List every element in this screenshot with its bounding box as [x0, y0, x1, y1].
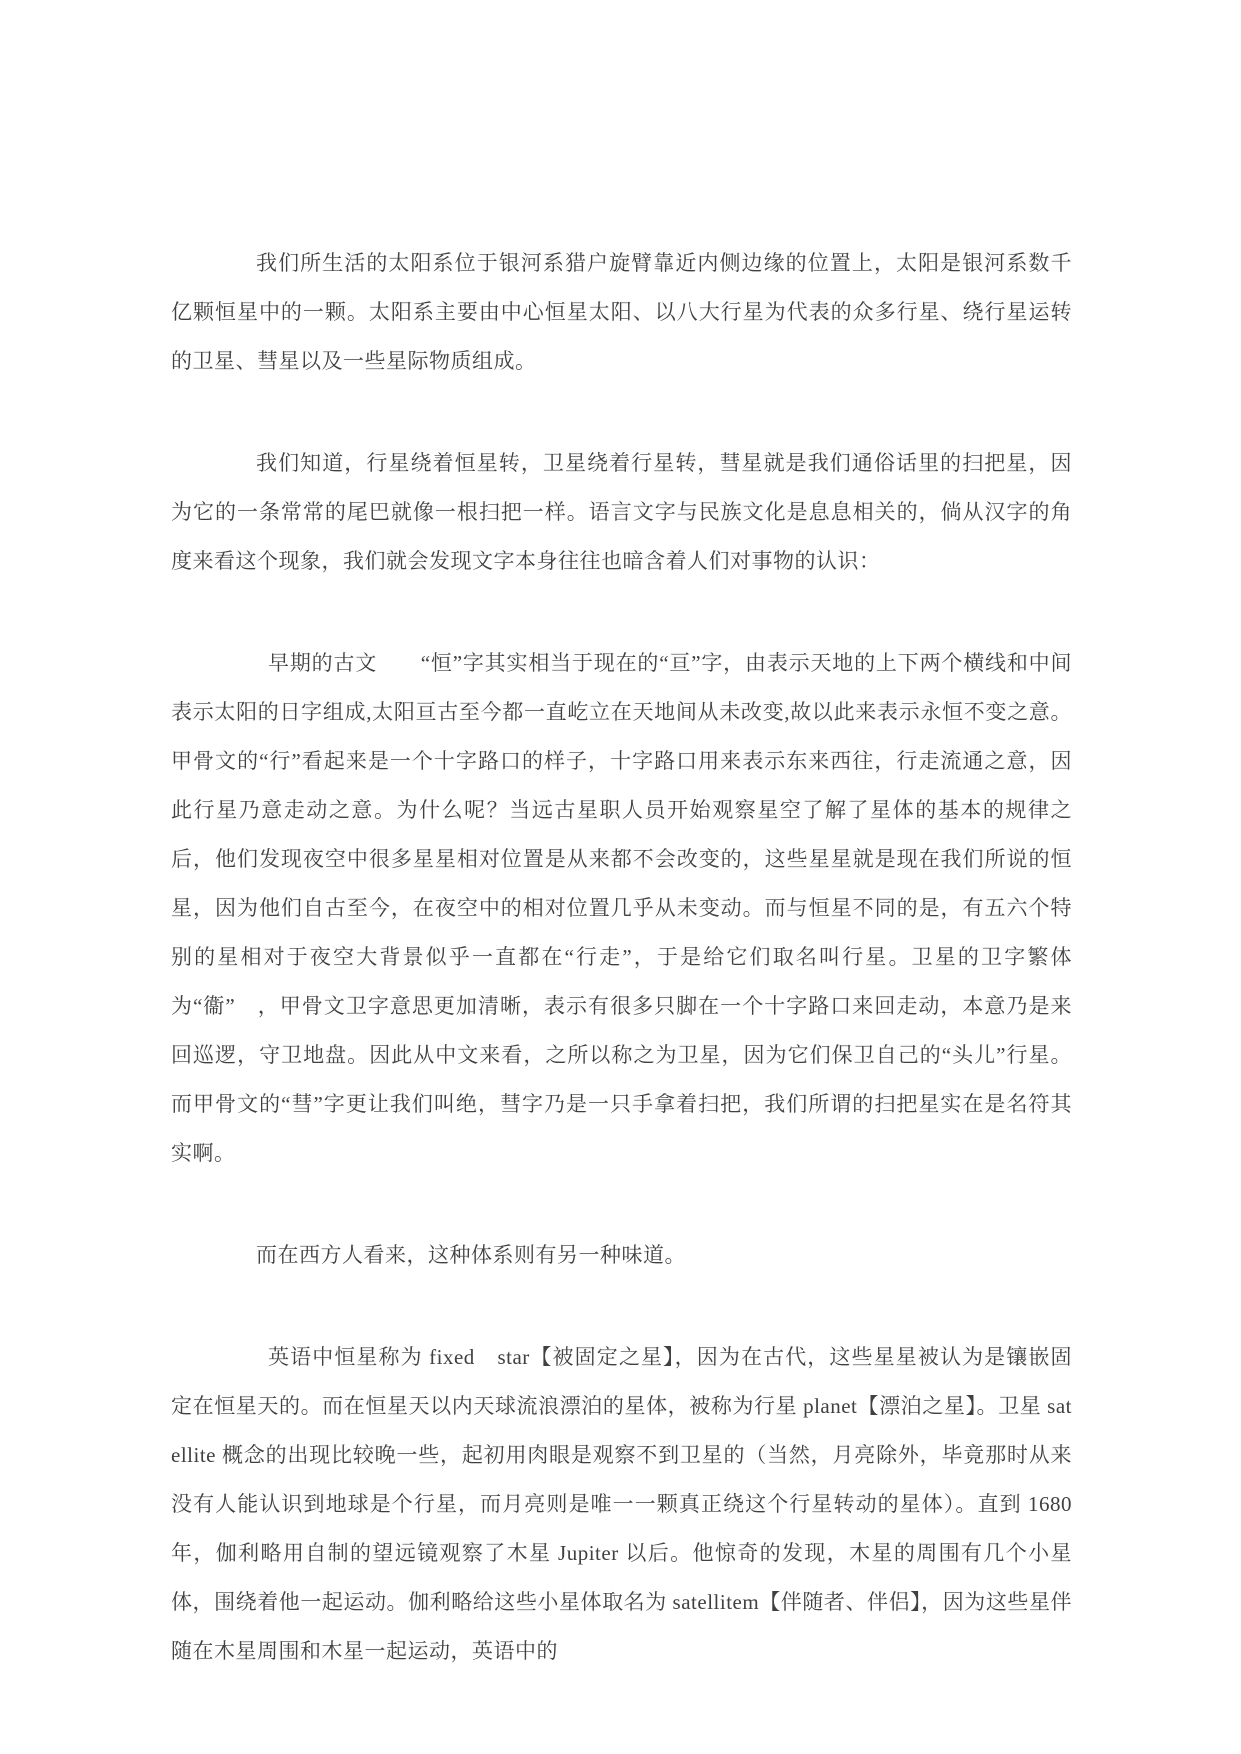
document-text-body	[171, 239, 1072, 1729]
paragraph-chinese-etymology: 早期的古文 “恒”字其实相当于现在的“亘”字，由表示天地的上下两个横线和中间表示太阳的日字组成,太阳亘古至今都一直屹立在天地间从未改变,故以此来表示永恒不变之意。甲骨文的“行”看起来是一个十字路口的样子，十字路口用来表示东来西往，行走流通之意，因此行星乃意走动之意。为什么呢？当远古星职人员开始观察星空了解了星体的基本的规律之后，他们发现夜空中很多星星相对位置是从来都不会改变的，这些星星就是现在我们所说的恒星，因为他们自古至今，在夜空中的相对位置几乎从未变动。而与恒星不同的是，有五六个特别的星相对于夜空大背景似乎一直都在“行走”，于是给它们取名叫行星。卫星的卫字繁体为“衞” ，甲骨文卫字意思更加清晰，表示有很多只脚在一个十字路口来回走动，本意乃是来回巡逻，守卫地盘。因此从中文来看，之所以称之为卫星，因为它们保卫自己的“头儿”行星。而甲骨文的“彗”字更让我们叫绝，彗字乃是一只手拿着扫把，我们所谓的扫把星实在是名符其实啊。	[171, 651, 1072, 1165]
paragraph-orbits-and-language: 我们知道，行星绕着恒星转，卫星绕着行星转，彗星就是我们通俗话里的扫把星，因为它的一条常常的尾巴就像一根扫把一样。语言文字与民族文化是息息相关的，倘从汉字的角度来看这个现象，我们就会发现文字本身往往也暗含着人们对事物的认识：	[171, 451, 1072, 573]
paragraph-western-view-transition: 而在西方人看来，这种体系则有另一种味道。	[256, 1243, 686, 1267]
paragraph-english-etymology: 英语中恒星称为 fixed star【被固定之星】，因为在古代，这些星星被认为是镶嵌固定在恒星天的。而在恒星天以内天球流浪漂泊的星体，被称为行星 planet【漂泊之星】。卫星 satellite 概念的出现比较晚一些，起初用肉眼是观察不到卫星的（当然，月亮除外，毕竟那时从来没有人能认识到地球是个行星，而月亮则是唯一一颗真正绕这个行星转动的星体）。直到 1680 年，伽利略用自制的望远镜观察了木星 Jupiter 以后。他惊奇的发现，木星的周围有几个小星体，围绕着他一起运动。伽利略给这些小星体取名为 satellitem【伴随者、伴侣】，因为这些星伴随在木星周围和木星一起运动，英语中的	[171, 1345, 1072, 1663]
paragraph-solar-system-intro: 我们所生活的太阳系位于银河系猎户旋臂靠近内侧边缘的位置上，太阳是银河系数千亿颗恒星中的一颗。太阳系主要由中心恒星太阳、以八大行星为代表的众多行星、绕行星运转的卫星、彗星以及一些星际物质组成。	[171, 251, 1072, 373]
